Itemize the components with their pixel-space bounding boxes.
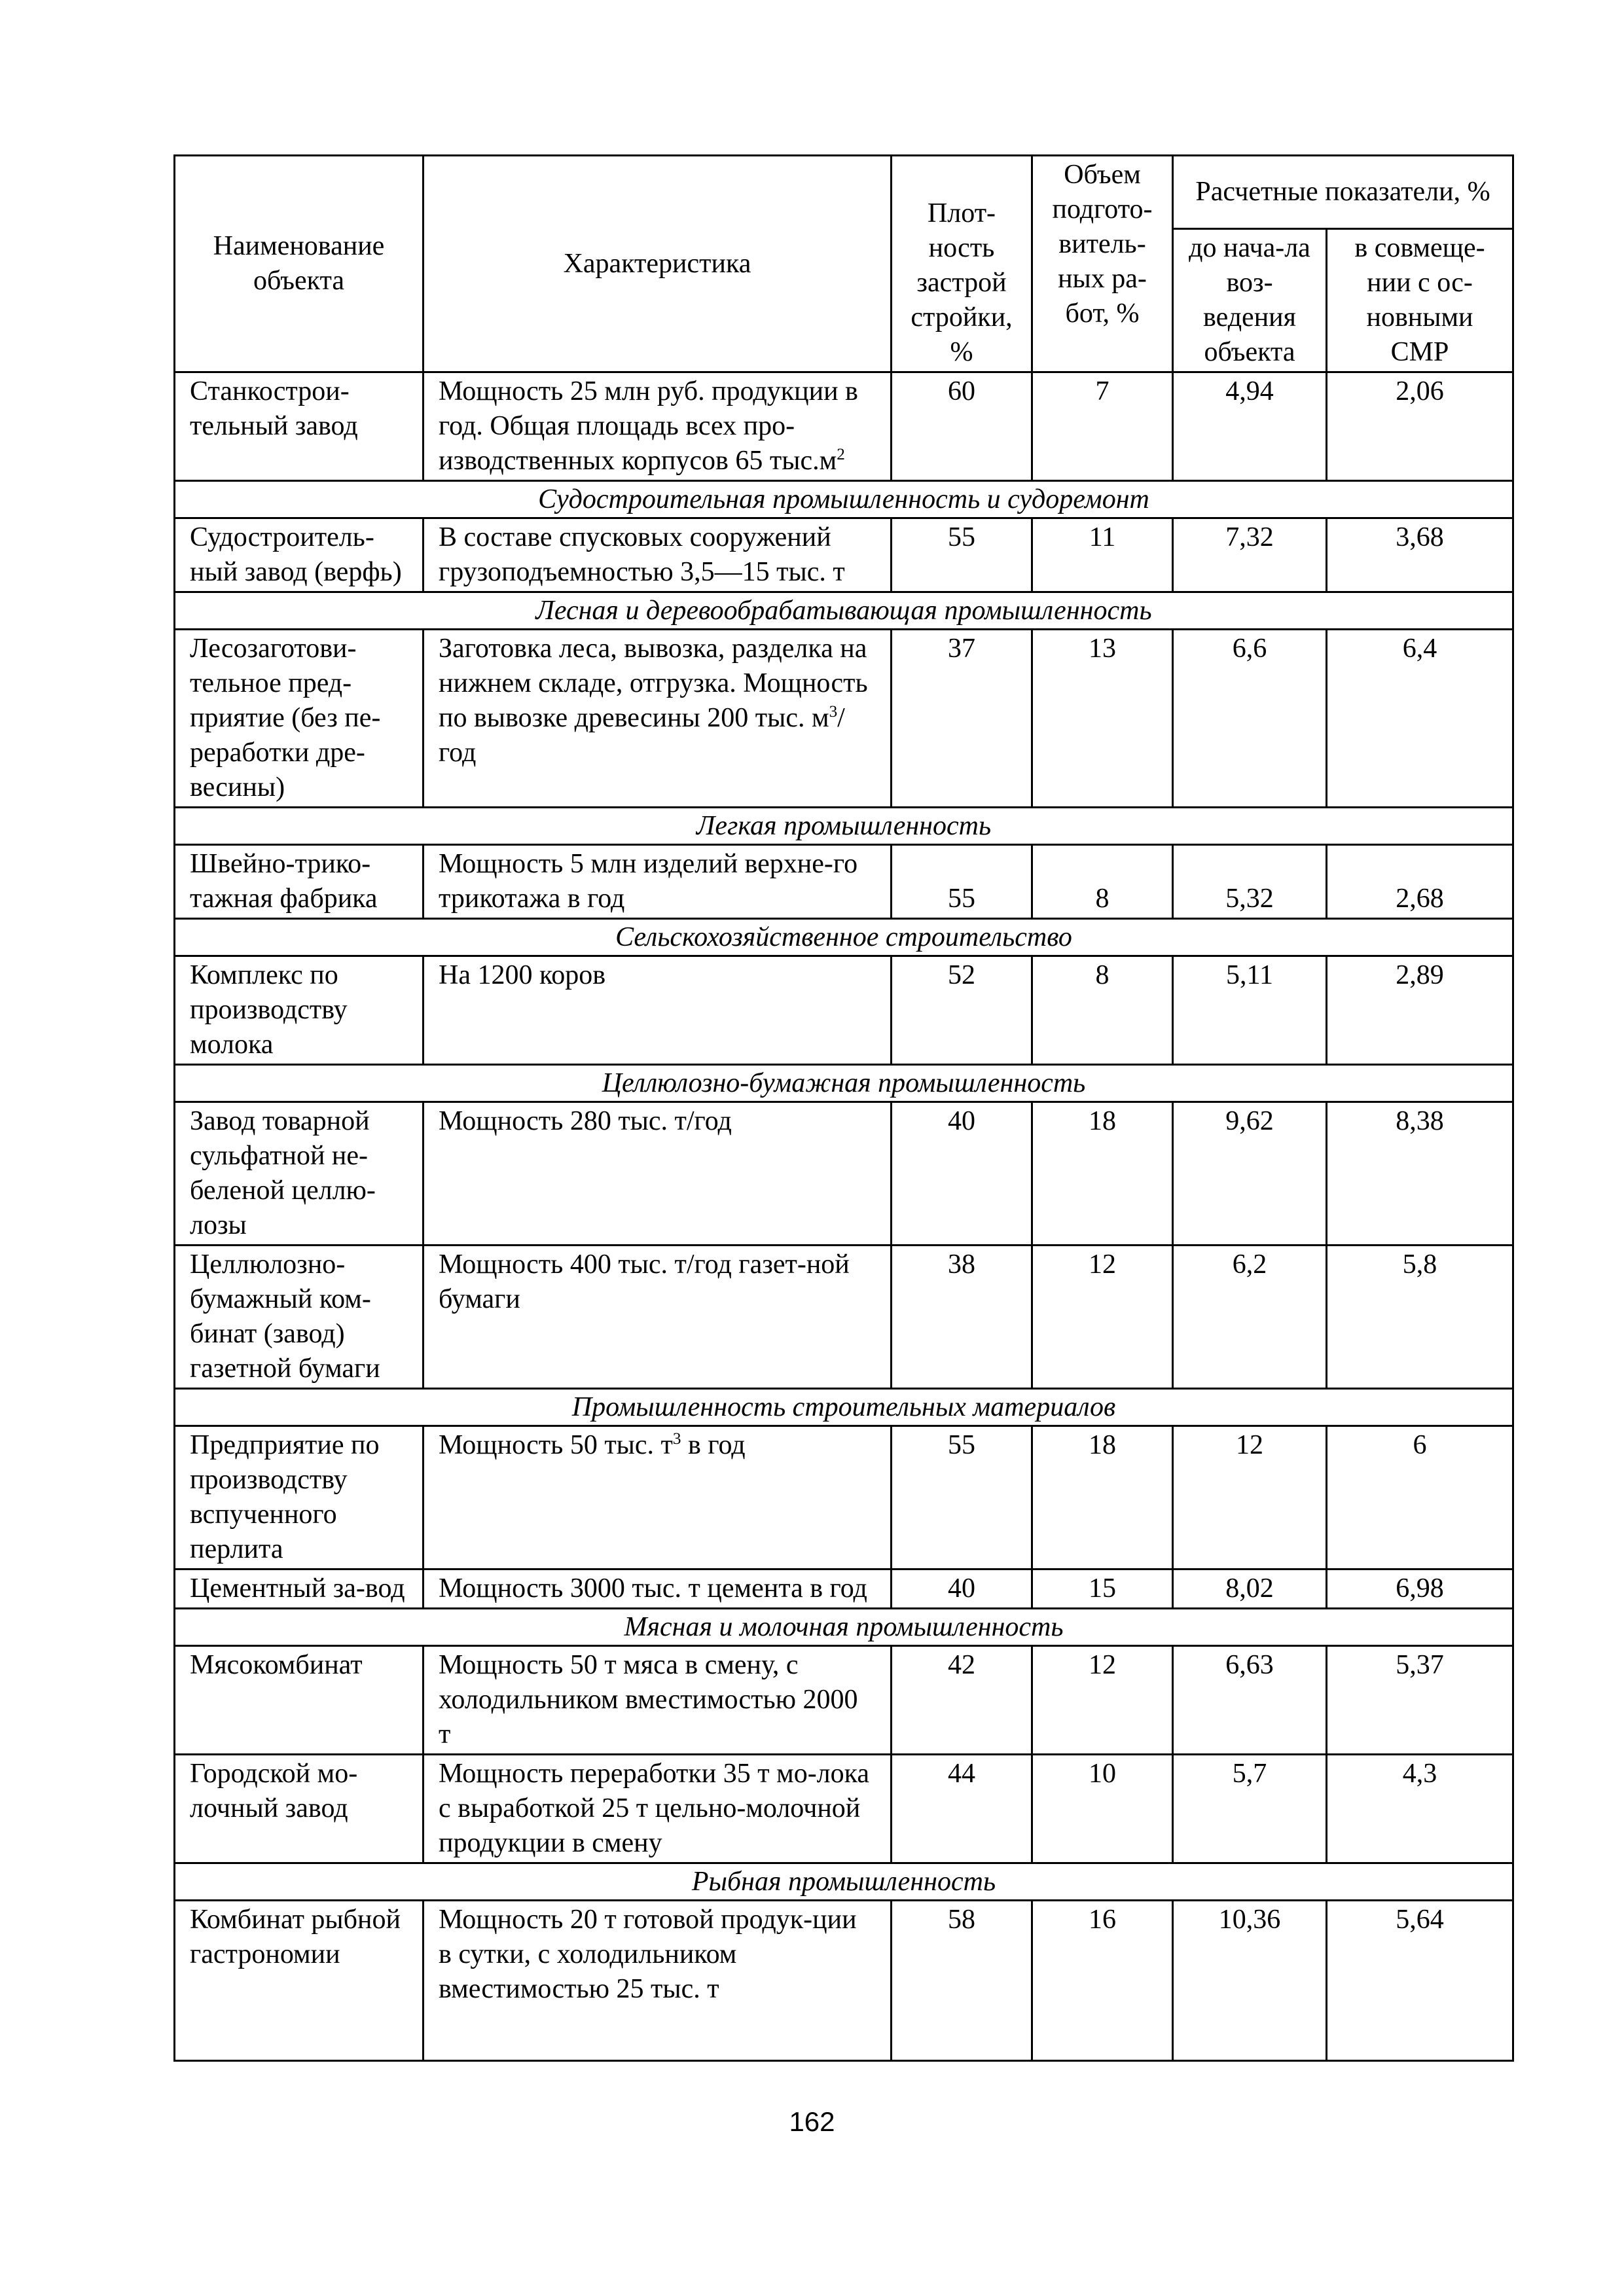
object-characteristic <box>424 1246 892 1389</box>
value-density: 60 <box>892 372 1032 481</box>
characteristic-text: На 1200 коров <box>439 960 606 990</box>
value-combined: 5,37 <box>1327 1646 1513 1755</box>
value-density: 40 <box>892 1102 1032 1246</box>
object-name: Целлюлозно-бумажный ком-бинат (завод) газетной бумаги <box>175 1246 424 1389</box>
section-title: Лесная и деревообрабатывающая промышленность <box>175 592 1513 630</box>
header-prep-volume: Объем подгото-витель-ных ра-бот, % <box>1032 156 1173 372</box>
section-title: Целлюлозно-бумажная промышленность <box>175 1065 1513 1102</box>
object-name: Завод товарной сульфатной не-беленой целлю-лозы <box>175 1102 424 1246</box>
object-characteristic <box>424 1102 892 1246</box>
value-density: 52 <box>892 956 1032 1065</box>
section-title: Промышленность строительных материалов <box>175 1389 1513 1426</box>
section-row <box>175 481 1513 518</box>
table-row <box>175 1102 1513 1246</box>
value-combined: 4,3 <box>1327 1755 1513 1863</box>
value-density: 55 <box>892 1426 1032 1570</box>
object-name: Мясокомбинат <box>175 1646 424 1755</box>
value-combined: 5,8 <box>1327 1246 1513 1389</box>
object-name: Комплекс по производству молока <box>175 956 424 1065</box>
object-name: Лесозаготови-тельное пред-приятие (без пе-реработки дре-весины) <box>175 630 424 808</box>
header-before: до нача-ла воз-ведения объекта <box>1173 229 1327 372</box>
unit-superscript: 2 <box>837 446 845 463</box>
value-prep: 15 <box>1032 1570 1173 1609</box>
characteristic-text: Мощность 3000 тыс. т цемента в год <box>439 1573 867 1604</box>
table-row <box>175 1570 1513 1609</box>
section-title: Мясная и молочная промышленность <box>175 1609 1513 1646</box>
value-density: 38 <box>892 1246 1032 1389</box>
value-before: 8,02 <box>1173 1570 1327 1609</box>
object-characteristic <box>424 372 892 481</box>
value-density: 55 <box>892 845 1032 919</box>
value-combined: 3,68 <box>1327 518 1513 592</box>
characteristic-text: Мощность 5 млн изделий верхне-го трикотажа в год <box>439 849 858 914</box>
value-prep: 12 <box>1032 1646 1173 1755</box>
object-characteristic <box>424 956 892 1065</box>
table-row <box>175 372 1513 481</box>
section-row <box>175 1609 1513 1646</box>
value-density: 40 <box>892 1570 1032 1609</box>
value-before: 6,6 <box>1173 630 1327 808</box>
characteristic-text: Мощность 20 т готовой продук-ции в сутки, с холодильником вместимостью 25 тыс. т <box>439 1905 857 2004</box>
section-title: Сельскохозяйственное строительство <box>175 919 1513 956</box>
value-before: 4,94 <box>1173 372 1327 481</box>
value-prep: 7 <box>1032 372 1173 481</box>
characteristic-text: Мощность 25 млн руб. продукции в год. Общая площадь всех про-изводственных корпусов 65 тыс.м <box>439 376 858 476</box>
object-characteristic <box>424 1755 892 1863</box>
value-density: 55 <box>892 518 1032 592</box>
object-characteristic <box>424 630 892 808</box>
object-name: Городской мо-лочный завод <box>175 1755 424 1863</box>
value-prep: 16 <box>1032 1901 1173 2061</box>
header-calc: Расчетные показатели, % <box>1173 156 1513 229</box>
value-density: 58 <box>892 1901 1032 2061</box>
value-before: 5,7 <box>1173 1755 1327 1863</box>
section-row <box>175 1863 1513 1901</box>
characteristic-text: Мощность 400 тыс. т/год газет-ной бумаги <box>439 1249 850 1314</box>
table-row <box>175 518 1513 592</box>
object-characteristic <box>424 1570 892 1609</box>
header-characteristic: Характеристика <box>424 156 892 372</box>
table-row <box>175 1755 1513 1863</box>
header-name: Наименование объекта <box>175 156 424 372</box>
value-prep: 18 <box>1032 1426 1173 1570</box>
value-density: 44 <box>892 1755 1032 1863</box>
object-characteristic <box>424 1426 892 1570</box>
value-density: 37 <box>892 630 1032 808</box>
object-name: Судостроитель-ный завод (верфь) <box>175 518 424 592</box>
header-density: Плот-ность застрой стройки, % <box>892 156 1032 372</box>
value-before: 6,63 <box>1173 1646 1327 1755</box>
value-combined: 6,98 <box>1327 1570 1513 1609</box>
value-combined: 6,4 <box>1327 630 1513 808</box>
value-before: 10,36 <box>1173 1901 1327 2061</box>
object-name: Комбинат рыбной гастрономии <box>175 1901 424 2061</box>
section-row <box>175 592 1513 630</box>
object-characteristic <box>424 518 892 592</box>
value-combined: 8,38 <box>1327 1102 1513 1246</box>
section-title: Судостроительная промышленность и судоремонт <box>175 481 1513 518</box>
value-before: 6,2 <box>1173 1246 1327 1389</box>
value-prep: 13 <box>1032 630 1173 808</box>
value-before: 9,62 <box>1173 1102 1327 1246</box>
value-prep: 10 <box>1032 1755 1173 1863</box>
value-prep: 18 <box>1032 1102 1173 1246</box>
table-row <box>175 630 1513 808</box>
unit-superscript: 3 <box>672 1430 681 1448</box>
section-row <box>175 919 1513 956</box>
characteristic-text: Мощность 50 тыс. т <box>439 1430 673 1460</box>
value-before: 5,11 <box>1173 956 1327 1065</box>
object-name: Швейно-трико-тажная фабрика <box>175 845 424 919</box>
table-row <box>175 1426 1513 1570</box>
section-row <box>175 1065 1513 1102</box>
data-table <box>173 154 1514 2062</box>
value-before: 5,32 <box>1173 845 1327 919</box>
value-prep: 8 <box>1032 845 1173 919</box>
object-characteristic <box>424 1901 892 2061</box>
section-title: Легкая промышленность <box>175 808 1513 845</box>
table-row <box>175 845 1513 919</box>
object-characteristic <box>424 1646 892 1755</box>
characteristic-text: Заготовка леса, вывозка, разделка на нижнем складе, отгрузка. Мощность по вывозке древесины 200 тыс. м <box>439 634 868 733</box>
object-name: Предприятие по производству вспученного перлита <box>175 1426 424 1570</box>
characteristic-text: Мощность 280 тыс. т/год <box>439 1106 732 1136</box>
header-combined: в совмеще-нии с ос-новными СМР <box>1327 229 1513 372</box>
page-number: 162 <box>789 2106 835 2137</box>
value-prep: 12 <box>1032 1246 1173 1389</box>
table-row <box>175 1646 1513 1755</box>
object-characteristic <box>424 845 892 919</box>
value-density: 42 <box>892 1646 1032 1755</box>
object-name: Станкострои-тельный завод <box>175 372 424 481</box>
characteristic-text: Мощность переработки 35 т мо-лока с выработкой 25 т цельно-молочной продукции в смену <box>439 1759 870 1858</box>
value-prep: 8 <box>1032 956 1173 1065</box>
section-row <box>175 808 1513 845</box>
value-combined: 2,68 <box>1327 845 1513 919</box>
table-row <box>175 956 1513 1065</box>
characteristic-text: В составе спусковых сооружений грузоподъемностью 3,5—15 тыс. т <box>439 522 845 587</box>
value-prep: 11 <box>1032 518 1173 592</box>
characteristic-tail: /год <box>439 703 845 768</box>
table-row <box>175 1901 1513 2061</box>
characteristic-tail: в год <box>681 1430 746 1460</box>
section-row <box>175 1389 1513 1426</box>
unit-superscript: 3 <box>829 703 838 721</box>
characteristic-text: Мощность 50 т мяса в смену, с холодильником вместимостью 2000 т <box>439 1650 858 1749</box>
object-name: Цементный за-вод <box>175 1570 424 1609</box>
value-combined: 2,89 <box>1327 956 1513 1065</box>
value-before: 7,32 <box>1173 518 1327 592</box>
section-title: Рыбная промышленность <box>175 1863 1513 1901</box>
value-combined: 6 <box>1327 1426 1513 1570</box>
table-row <box>175 1246 1513 1389</box>
value-before: 12 <box>1173 1426 1327 1570</box>
value-combined: 2,06 <box>1327 372 1513 481</box>
table-body <box>175 372 1513 2061</box>
value-combined: 5,64 <box>1327 1901 1513 2061</box>
